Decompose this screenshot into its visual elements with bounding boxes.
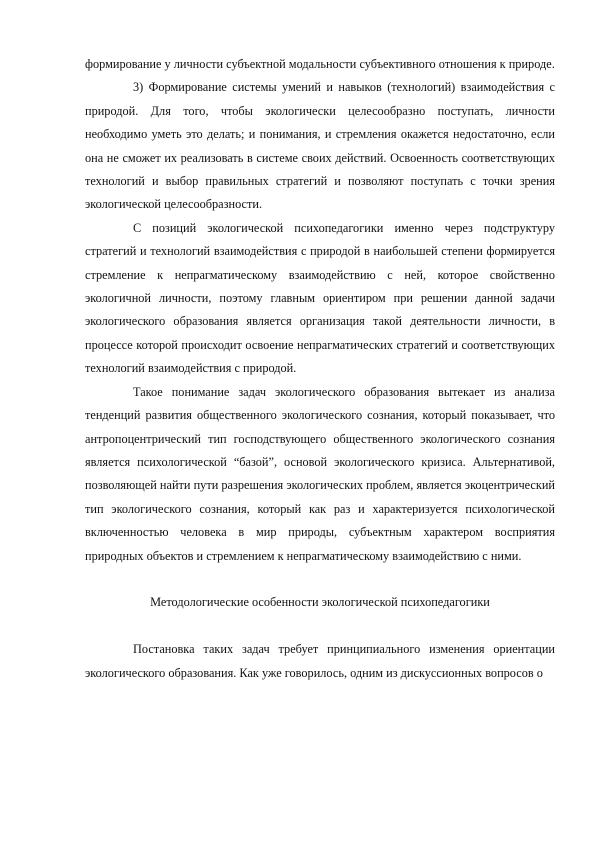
section-heading: Методологические особенности экологической психопедагогики	[150, 595, 490, 610]
paragraph-strategies: С позиций экологической психопедагогики именно через подструктуру стратегий и технологий взаимодействия с природой в наибольшей степени формируется стремление к непрагматическому взаимодействию с ней, которое свойственно экологичной личности, поэтому главным ориентиром при решении данной задачи экологического образования является организация такой деятельности личности, в процессе которой происходит освоение непрагматических стратегий и соответствующих технологий взаимодействия с природой.	[85, 220, 555, 376]
paragraph-analysis: Такое понимание задач экологического образования вытекает из анализа тенденций развития общественного экологического сознания, который показывает, что антропоцентрический тип господствующего общественного экологического сознания является психологической “базой”, основой экологического кризиса. Альтернативой, позволяющей найти пути разрешения экологических проблем, является экоцентрический тип экологического сознания, который как раз и характеризуется психологической включенностью человека в мир природы, субъектным характером восприятия природных объектов и стремлением к непрагматическому взаимодействию с ними.	[85, 384, 555, 563]
paragraph-continuation: формирование у личности субъектной модальности субъективного отношения к природе.	[85, 57, 555, 71]
document-body	[85, 53, 555, 685]
paragraph-tasks: Постановка таких задач требует принципиального изменения ориентации экологического образования. Как уже говорилось, одним из дискуссионных вопросов о	[85, 642, 555, 680]
paragraph-item-3: 3) Формирование системы умений и навыков (технологий) взаимодействия с природой. Для того, чтобы экологически целесообразно поступать, личности необходимо уметь это делать; и понимания, и стремления окажется недостаточно, если она не сможет их реализовать в системе своих действий. Освоенность соответствующих технологий и выбор правильных стратегий и позволяют поступать с точки зрения экологической целесообразности.	[85, 80, 555, 212]
